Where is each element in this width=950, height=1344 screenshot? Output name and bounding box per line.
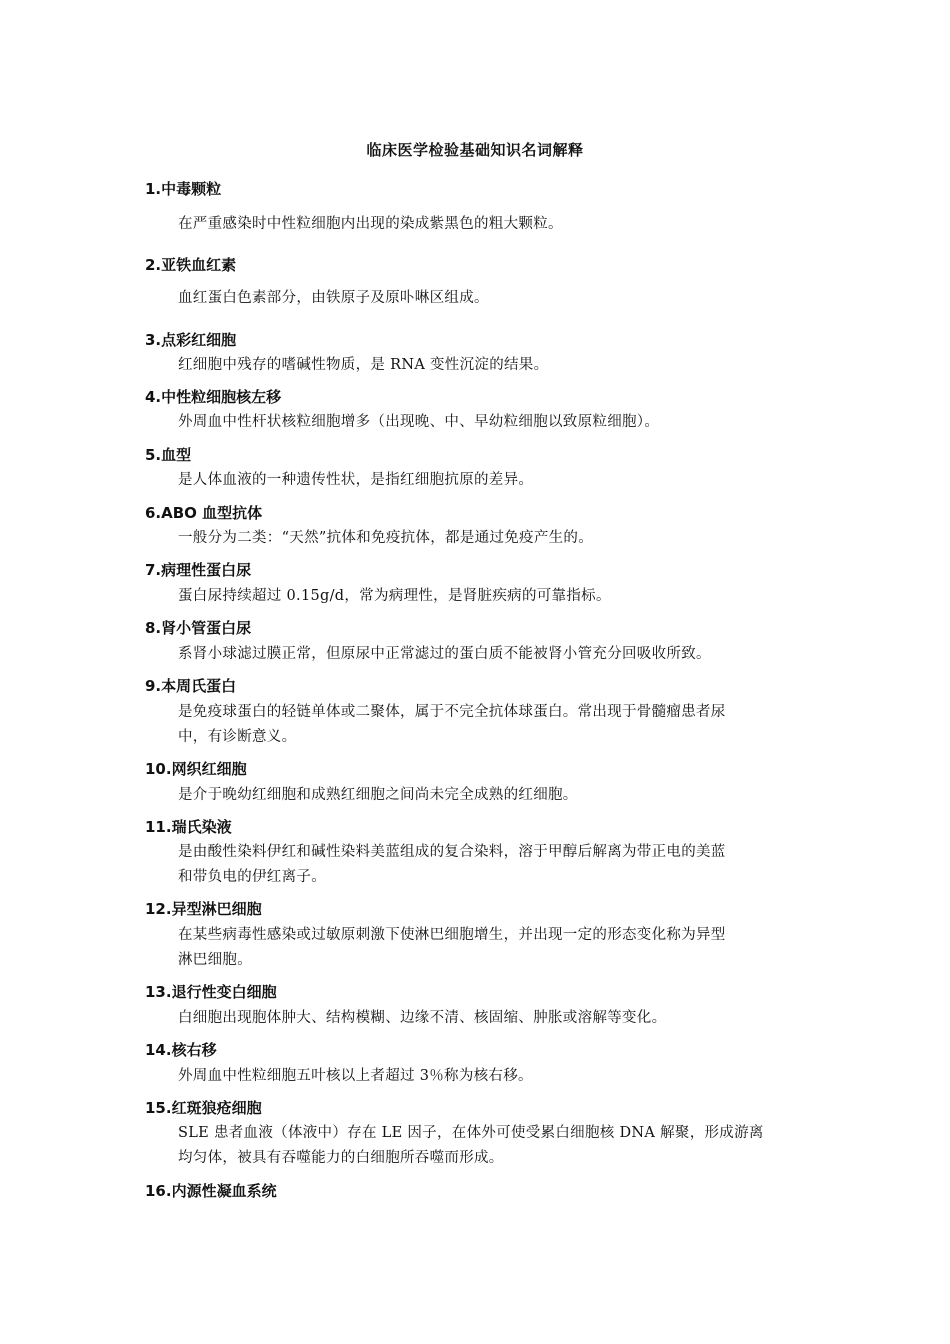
term-heading: 14.核右移 [145, 1041, 217, 1059]
term-definition [178, 923, 803, 973]
definition-line: 在某些病毒性感染或过敏原刺激下使淋巴细胞增生，并出现一定的形态变化称为异型 [178, 927, 726, 943]
term-heading: 15.红斑狼疮细胞 [145, 1099, 262, 1117]
definition-line: 是介于晚幼红细胞和成熟红细胞之间尚未完全成熟的红细胞。 [178, 787, 578, 803]
term-heading: 8.肾小管蛋白尿 [145, 619, 252, 637]
term-heading: 5.血型 [145, 446, 192, 464]
definition-line: 一般分为二类：“天然”抗体和免疫抗体，都是通过免疫产生的。 [178, 530, 594, 546]
definition-line: 是人体血液的一种遗传性状，是指红细胞抗原的差异。 [178, 472, 534, 488]
definition-line: 蛋白尿持续超过 0.15g/d，常为病理性，是肾脏疾病的可靠指标。 [178, 588, 611, 604]
definition-line: 在严重感染时中性粒细胞内出现的染成紫黑色的粗大颗粒。 [178, 216, 563, 232]
term-heading: 13.退行性变白细胞 [145, 983, 277, 1001]
term-definition [178, 526, 803, 551]
term-heading: 7.病理性蛋白尿 [145, 561, 252, 579]
definition-line: 外周血中性杆状核粒细胞增多（出现晚、中、早幼粒细胞以致原粒细胞）。 [178, 414, 660, 430]
term-definition [178, 410, 803, 435]
document-title: 临床医学检验基础知识名词解释 [366, 141, 584, 159]
term-heading: 11.瑞氏染液 [145, 818, 232, 836]
definition-line: 系肾小球滤过膜正常，但原尿中正常滤过的蛋白质不能被肾小管充分回吸收所致。 [178, 646, 711, 662]
term-definition [178, 1064, 803, 1089]
definition-line: 和带负电的伊红离子。 [178, 869, 326, 885]
term-definition [178, 783, 803, 808]
term-definition [178, 286, 803, 311]
definition-line: 血红蛋白色素部分，由铁原子及原卟啉区组成。 [178, 290, 489, 306]
term-definition [178, 700, 803, 750]
term-heading: 1.中毒颗粒 [145, 180, 222, 198]
term-definition [178, 840, 803, 890]
term-heading: 4.中性粒细胞核左移 [145, 388, 282, 406]
term-heading: 6.ABO 血型抗体 [145, 504, 263, 522]
term-heading: 3.点彩红细胞 [145, 331, 237, 349]
term-definition [178, 212, 803, 237]
term-heading: 10.网织红细胞 [145, 760, 247, 778]
term-definition [178, 642, 803, 667]
definition-line: 是由酸性染料伊红和碱性染料美蓝组成的复合染料，溶于甲醇后解离为带正电的美蓝 [178, 844, 726, 860]
term-definition [178, 1121, 803, 1171]
term-heading: 12.异型淋巴细胞 [145, 900, 262, 918]
definition-line: 中，有诊断意义。 [178, 729, 297, 745]
term-definition [178, 353, 803, 378]
term-heading: 9.本周氏蛋白 [145, 677, 237, 695]
term-definition [178, 584, 803, 609]
term-definition [178, 468, 803, 493]
definition-line: 红细胞中残存的嗜碱性物质，是 RNA 变性沉淀的结果。 [178, 357, 549, 373]
definition-line: 淋巴细胞。 [178, 952, 252, 968]
definition-line: 外周血中性粒细胞五叶核以上者超过 3％称为核右移。 [178, 1068, 533, 1084]
definition-line: SLE 患者血液（体液中）存在 LE 因子，在体外可使受累白细胞核 DNA 解聚，形成游离 [178, 1125, 764, 1141]
definition-line: 均匀体，被具有吞噬能力的白细胞所吞噬而形成。 [178, 1150, 504, 1166]
term-heading: 2.亚铁血红素 [145, 256, 237, 274]
definition-line: 是免疫球蛋白的轻链单体或二聚体，属于不完全抗体球蛋白。常出现于骨髓瘤患者尿 [178, 704, 726, 720]
term-definition [178, 1006, 803, 1031]
definition-line: 白细胞出现胞体肿大、结构模糊、边缘不清、核固缩、肿胀或溶解等变化。 [178, 1010, 667, 1026]
term-heading: 16.内源性凝血系统 [145, 1182, 277, 1200]
